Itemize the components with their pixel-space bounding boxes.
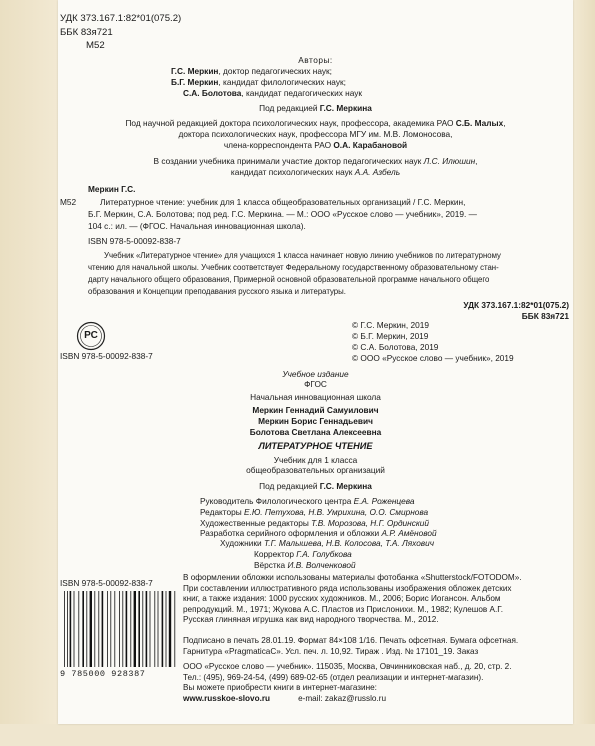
author-name-1: Г.С. Меркин [171, 66, 219, 76]
biblio-line-3: 104 с.: ил. — (ФГОС. Начальная инновационная школа). [88, 221, 306, 231]
biblio-line-1: Литературное чтение: учебник для 1 класса общеобразовательных организаций / Г.С. Меркин, [100, 197, 466, 207]
participation-text-1: В создании учебника принимали участие доктор педагогических наук [153, 156, 424, 166]
cover-pattern-left [0, 0, 58, 746]
cover-pattern-bottom [0, 724, 595, 746]
barcode-isbn: ISBN 978-5-00092-838-7 [60, 578, 153, 588]
edition-title: ЛИТЕРАТУРНОЕ ЧТЕНИЕ [258, 441, 373, 451]
annotation-line-1: Учебник «Литературное чтение» для учащихся 1 класса начинает новую линию учебников по литературному [104, 251, 501, 260]
publisher-info [183, 662, 512, 704]
credit-names-3: Т.В. Морозова, Н.Г. Ординский [311, 518, 430, 528]
credit-names-6: Г.А. Голубкова [296, 549, 352, 559]
credit-role-7: Вёрстка [254, 560, 288, 570]
publisher-info-3: Вы можете приобрести книги в интернет-магазине: [183, 683, 377, 693]
author-name-2: Б.Г. Меркин [171, 77, 219, 87]
edition-subtitle-1: Учебник для 1 класса [273, 455, 358, 465]
author-title-1: , доктор педагогических наук; [218, 66, 332, 76]
credit-names-7: И.В. Волченковой [287, 560, 356, 570]
participation-punct-1: , [475, 156, 478, 166]
annotation-line-4: образования и Концепции преподавания русского языка и литературы. [88, 287, 346, 296]
edition-editor-prefix: Под редакцией [259, 481, 320, 491]
publisher-info-2: Тел.: (495), 969-24-54, (499) 689-02-65 (отдел реализации и интернет-магазин). [183, 672, 484, 682]
credit-role-4: Разработка серийного оформления и обложки [200, 528, 382, 538]
edition-subtitle-2: общеобразовательных организаций [246, 465, 385, 475]
supervision-text-3: члена-корреспондента РАО [223, 140, 334, 150]
author-line-2 [171, 77, 346, 88]
supervision-name-3: О.А. Карабановой [333, 140, 408, 150]
credit-role-1: Руководитель Филологического центра [200, 496, 354, 506]
publisher-info-1: ООО «Русское слово — учебник». 115035, Москва, Овчинниковская наб., д. 20, стр. 2. [183, 662, 512, 671]
credit-2 [200, 507, 428, 518]
author-title-2: , кандидат филологических наук; [218, 77, 346, 87]
cover-note-4: репродукций. М., 1971; Жукова А.С. Пластов из Прислонихи. М., 1982; Кулешов А.Г. [183, 604, 503, 614]
annotation-udk: УДК 373.167.1:82*01(075.2) [463, 300, 569, 310]
participation-line-1 [58, 156, 573, 167]
supervision-punct-1: , [503, 118, 506, 128]
credit-3 [200, 518, 429, 529]
editor-line [58, 103, 573, 114]
annotation-bbk: ББК 83я721 [521, 311, 569, 321]
credit-role-6: Корректор [254, 549, 297, 559]
edition-type: Учебное издание [282, 369, 349, 379]
author-title-3: , кандидат педагогических наук [241, 88, 363, 98]
copyright-4: © ООО «Русское слово — учебник», 2019 [352, 353, 514, 363]
participation-name-2: А.А. Азбель [354, 167, 401, 177]
annotation-line-2: чтению для начальной школы. Учебник соответствует Федеральному государственному образовательному стан- [88, 263, 499, 272]
annotation-line-3: дарту начального общего образования, Примерной основной образовательной программе начального общего [88, 275, 490, 284]
credit-names-1: Е.А. Роженцева [353, 496, 415, 506]
credit-names-4: А.Р. Амёновой [381, 528, 437, 538]
credit-role-5: Художники [220, 538, 264, 548]
biblio-author: Меркин Г.С. [88, 184, 136, 194]
print-info-2: Гарнитура «PragmaticaC». Усл. печ. л. 10,92. Тираж . Изд. № 17101_19. Заказ [183, 646, 479, 656]
bbk-code: ББК 83я721 [60, 27, 113, 38]
copyright-isbn: ISBN 978-5-00092-838-7 [60, 351, 153, 361]
credit-4 [200, 528, 437, 539]
edition-author-2: Меркин Борис Геннадьевич [258, 416, 373, 426]
author-name-3: С.А. Болотова [183, 88, 242, 98]
credit-role-3: Художественные редакторы [200, 518, 312, 528]
edition-editor [58, 481, 573, 492]
copyright-3: © С.А. Болотова, 2019 [352, 342, 439, 352]
editor-prefix: Под редакцией [259, 103, 320, 113]
supervision-line-3 [58, 140, 573, 151]
email-link[interactable]: zakaz@russlo.ru [324, 693, 387, 703]
credit-1 [200, 496, 415, 507]
editor-name: Г.С. Меркина [319, 103, 372, 113]
credit-role-2: Редакторы [200, 507, 244, 517]
barcode-digits: 9 785000 928387 [60, 669, 146, 679]
cover-note-2: При составлении иллюстративного ряда использованы изображения обложек детских [183, 583, 512, 593]
supervision-line-1 [58, 118, 573, 129]
author-index: М52 [86, 40, 105, 51]
publisher-contacts [183, 694, 512, 705]
author-line-3 [183, 88, 362, 99]
copyright-2: © Б.Г. Меркин, 2019 [352, 331, 429, 341]
credit-7 [254, 560, 356, 571]
supervision-line-2: доктора психологических наук, профессора МГУ им. М.В. Ломоносова, [178, 129, 453, 139]
publisher-logo-letters: РС [84, 330, 98, 341]
edition-author-1: Меркин Геннадий Самуилович [252, 405, 379, 415]
edition-author-3: Болотова Светлана Алексеевна [249, 427, 382, 437]
barcode-graphic [62, 591, 180, 671]
imprint-page [58, 0, 573, 724]
website-link[interactable]: www.russkoe-slovo.ru [183, 693, 271, 703]
cover-notes [183, 573, 522, 626]
cover-note-5: Русская глиняная игрушка как вид народного творчества. М., 2012. [183, 615, 439, 625]
credit-names-5: Т.Г. Малышева, Н.В. Колосова, Т.А. Ляхович [263, 538, 435, 548]
biblio-line-2: Б.Г. Меркин, С.А. Болотова; под ред. Г.С. Меркина. — М.: ООО «Русское слово — учебник», 2019. — [88, 209, 477, 219]
credit-5 [220, 538, 434, 549]
participation-name-1: Л.С. Илюшин [423, 156, 476, 166]
cover-pattern-right [573, 0, 595, 746]
print-info-1: Подписано в печать 28.01.19. Формат 84×108 1/16. Печать офсетная. Бумага офсетная. [183, 636, 519, 645]
supervision-text-1: Под научной редакцией доктора психологических наук, профессора, академика РАО [125, 118, 456, 128]
authors-heading: Авторы: [298, 55, 333, 65]
edition-editor-name: Г.С. Меркина [319, 481, 372, 491]
credit-6 [254, 549, 352, 560]
udk-code: УДК 373.167.1:82*01(075.2) [60, 13, 182, 24]
biblio-isbn: ISBN 978-5-00092-838-7 [88, 236, 181, 246]
edition-fgos: ФГОС [304, 379, 327, 389]
cover-note-1: В оформлении обложки использованы материалы фотобанка «Shutterstock/FOTODOM». [183, 573, 522, 582]
credit-names-2: Е.Ю. Петухова, Н.В. Умрихина, О.О. Смирнова [243, 507, 429, 517]
edition-series: Начальная инновационная школа [250, 392, 381, 402]
biblio-index: М52 [60, 197, 77, 207]
cover-note-3: книг, а также издания: 1000 русских художников. М., 2006; Борис Иогансон. Альбом [183, 594, 501, 604]
author-line-1 [171, 66, 332, 77]
print-info [183, 636, 518, 657]
participation-line-2 [58, 167, 573, 178]
copyright-1: © Г.С. Меркин, 2019 [352, 320, 429, 330]
email-label: e-mail: [298, 693, 325, 703]
supervision-name-1: С.Б. Малых [455, 118, 504, 128]
participation-text-2: кандидат психологических наук [230, 167, 355, 177]
